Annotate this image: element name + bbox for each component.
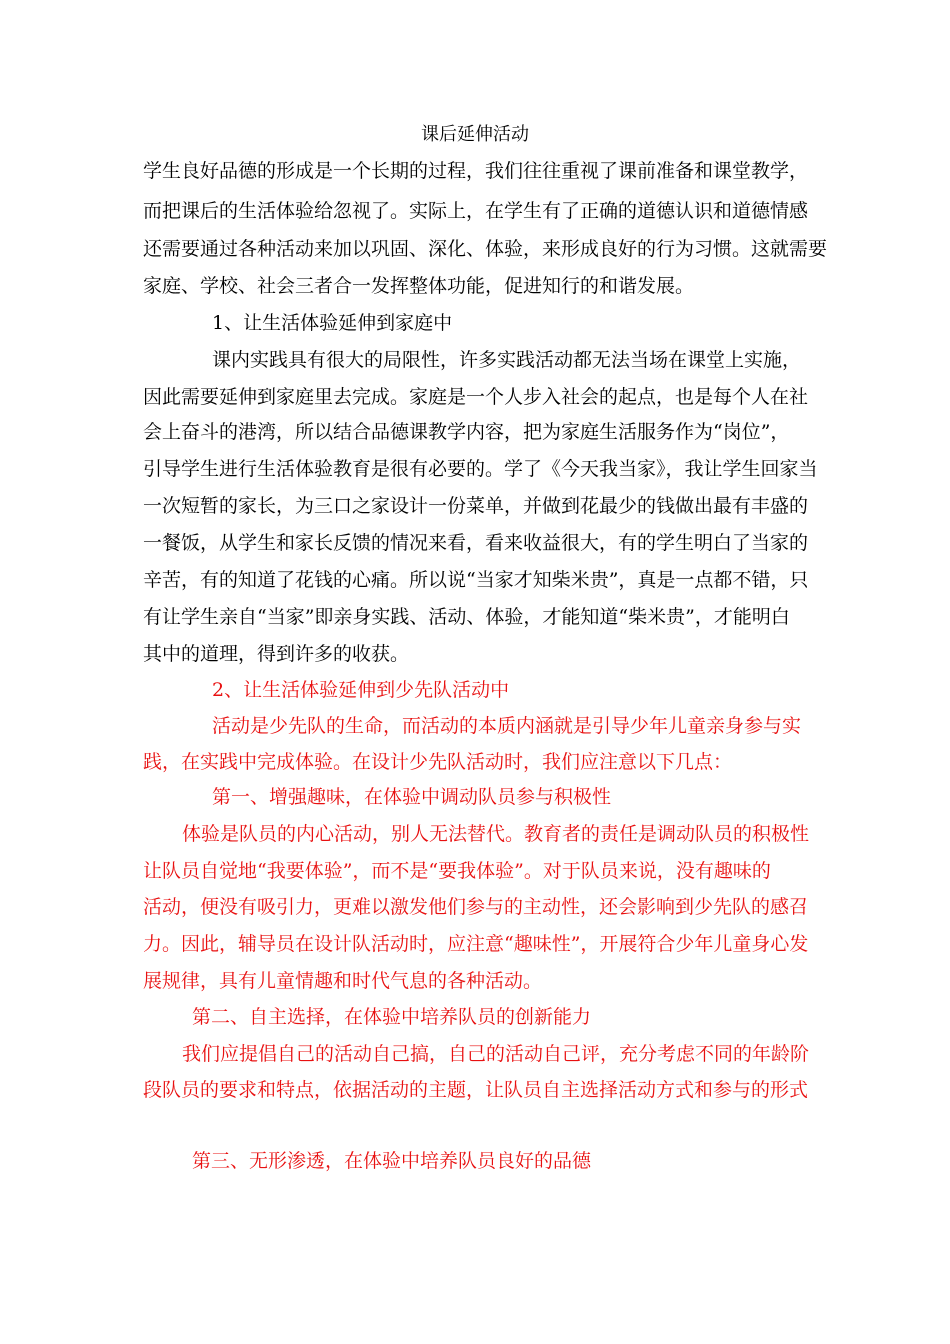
section-heading-1: 1、让生活体验延伸到家庭中 [212,312,453,334]
paragraph-line: 因此需要延伸到家庭里去完成。家庭是一个人步入社会的起点，也是每个人在社 [143,386,809,408]
section-heading-2 [212,678,509,702]
paragraph-line: 段队员的要求和特点，依据活动的主题，让队员自主选择活动方式和参与的形式 [143,1079,809,1101]
subheading-second: 第二、自主选择，在体验中培养队员的创新能力 [192,1006,592,1028]
paragraph-line: 引导学生进行生活体验教育是很有必要的。学了《今天我当家》，我让学生回家当 [143,458,818,480]
paragraph-line: 学生良好品德的形成是一个长期的过程，我们往往重视了课前准备和课堂教学， [143,160,809,182]
paragraph-line: 力。因此，辅导员在设计队活动时，应注意“趣味性”，开展符合少年儿童身心发 [143,933,809,955]
paragraph-line: 活动，便没有吸引力，更难以激发他们参与的主动性，还会影响到少先队的感召 [143,896,809,918]
section-heading-2-part2: 延伸到少先队活动中 [338,679,510,701]
subheading-third: 第三、无形渗透，在体验中培养队员良好的品德 [192,1150,592,1172]
paragraph-line: 课内实践具有很大的局限性，许多实践活动都无法当场在课堂上实施， [212,349,802,371]
paragraph-line: 体验是队员的内心活动，别人无法替代。教育者的责任是调动队员的积极性 [182,823,810,845]
paragraph-line: 而把课后的生活体验给忽视了。实际上，在学生有了正确的道德认识和道德情感 [143,200,809,222]
paragraph-line: 会上奋斗的港湾，所以结合品德课教学内容，把为家庭生活服务作为“岗位”， [143,421,790,443]
paragraph-line: 有让学生亲自“当家”即亲身实践、活动、体验，才能知道“柴米贵”，才能明白 [143,606,790,628]
paragraph-line: 一次短暂的家长，为三口之家设计一份菜单，并做到花最少的钱做出最有丰盛的 [143,495,809,517]
paragraph-line: 活动是少先队的生命，而活动的本质内涵就是引导少年儿童亲身参与实 [212,715,802,737]
paragraph-line: 辛苦，有的知道了花钱的心痛。所以说“当家才知柴米贵”，真是一点都不错，只 [143,569,809,591]
document-title: 课后延伸活动 [421,124,529,145]
paragraph-line: 还需要通过各种活动来加以巩固、深化、体验，来形成良好的行为习惯。这就需要 [143,238,828,260]
paragraph-line: 一餐饭，从学生和家长反馈的情况来看，看来收益很大，有的学生明白了当家的 [143,532,809,554]
section-heading-2-part1: 2、让生活体验 [212,679,339,701]
paragraph-line: 让队员自觉地“我要体验”，而不是“要我体验”。对于队员来说，没有趣味的 [143,860,771,882]
paragraph-line: 践，在实践中完成体验。在设计少先队活动时，我们应注意以下几点： [143,751,733,773]
paragraph-line: 其中的道理，得到许多的收获。 [143,643,410,665]
subheading-first: 第一、增强趣味，在体验中调动队员参与积极性 [212,786,612,808]
paragraph-line: 展规律，具有儿童情趣和时代气息的各种活动。 [143,970,543,992]
paragraph-line: 家庭、学校、社会三者合一发挥整体功能，促进知行的和谐发展。 [143,275,695,297]
paragraph-line: 我们应提倡自己的活动自己搞，自己的活动自己评，充分考虑不同的年龄阶 [182,1043,810,1065]
